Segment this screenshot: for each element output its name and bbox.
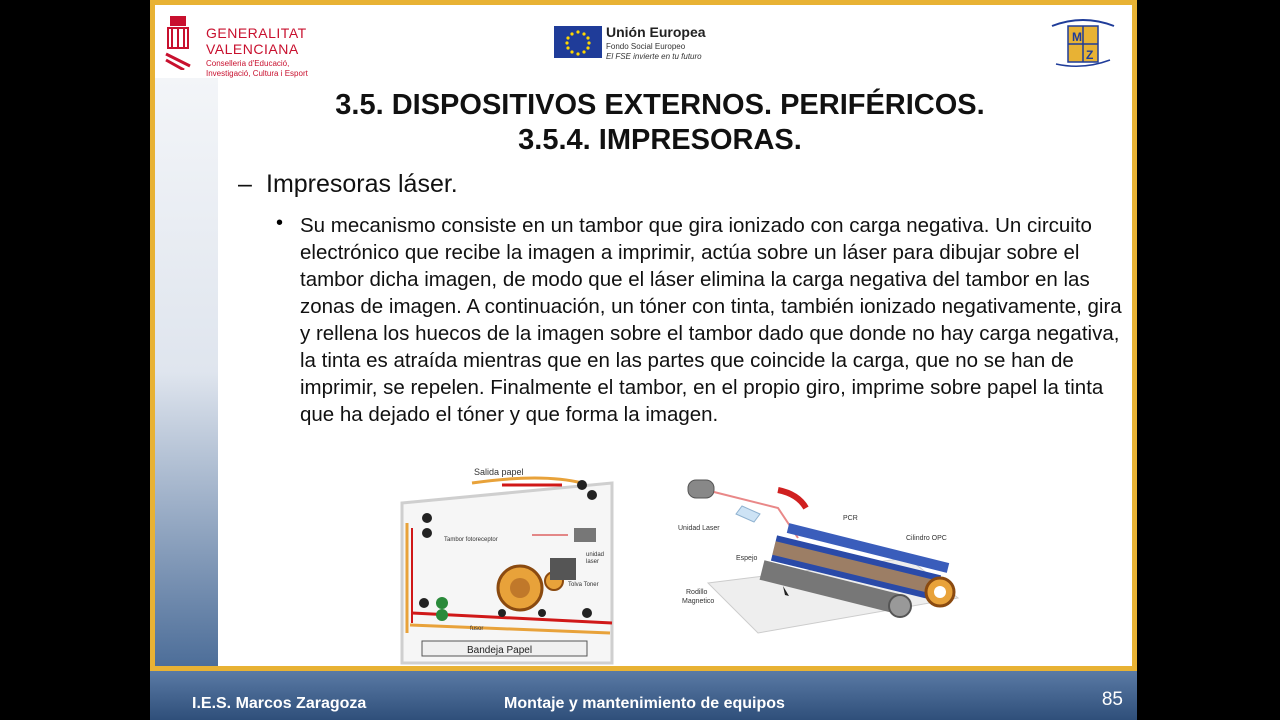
label-espejo: Espejo [736,555,758,562]
dash-marker: – [238,170,252,198]
label-rodillo: Rodillo [686,589,708,596]
label-cilindro: Cilindro OPC [906,535,947,542]
bullet-marker: • [276,212,284,234]
bullet-text: Su mecanismo consiste en un tambor que gira ionizado con carga negativa. Un circuito electrónico que recibe la imagen a imprimir, actúa sobre un láser para dibujar sobre el tambor dicha imagen, de modo que el láser elimina la carga negativa del tambor en las zonas de imagen. A continuación, un tóner con tinta, también ionizado negativamente, gira y rellena los huecos de la imagen sobre el tambor dado que donde no hay carga negativa, la tinta es atraída mientras que en las partes que coincide la carga, que no se han de imprimir, se repelen. Finalmente el tambor, en el propio giro, imprime sobre papel la tinta que ha dejado el tóner y que forma la imagen. [300,214,1122,426]
side-gradient-band [155,78,218,666]
eu-logo [554,24,754,64]
frame-top [150,0,1137,5]
generalitat-logo [164,14,308,80]
label-unidad: unidad [586,552,605,558]
generalitat-line2: VALENCIANA [206,41,299,57]
label-tambor: Tambor fotoreceptor [444,537,498,543]
title-line-1: 3.5. DISPOSITIVOS EXTERNOS. PERIFÉRICOS. [335,89,985,121]
eu-subtitle-2: El FSE invierte en tu futuro [606,52,702,61]
slide [150,0,1137,720]
label-salida: Salida papel [474,467,524,477]
frame-right [1132,0,1137,670]
label-magnetico: Magnetico [682,598,715,605]
footer-course: Montaje y mantenimiento de equipos [504,695,785,712]
footer-bar [150,671,1137,720]
eu-title: Unión Europea [606,24,706,40]
mz-logo [1048,16,1118,68]
slide-title [220,88,1100,158]
label-pcr: PCR [843,515,858,522]
level1-item [238,170,458,199]
page-number: 85 [1101,689,1123,710]
drum-diagram [668,478,968,638]
title-line-2: 3.5.4. IMPRESORAS. [518,124,802,156]
eu-flag-icon [554,26,602,58]
generalitat-subtitle: Conselleria d'Educació, Investigació, Cultura i Esport [206,59,308,78]
generalitat-line1: GENERALITAT [206,25,307,41]
level1-text: Impresoras láser. [266,170,458,198]
label-laser: laser [586,559,600,565]
label-bandeja: Bandeja Papel [467,645,533,656]
generalitat-emblem-icon [164,14,194,70]
printer-diagram [382,463,632,678]
footer-school: I.E.S. Marcos Zaragoza [192,695,367,712]
label-fusor: fusor [470,626,484,632]
mz-letter-m: M [1072,30,1082,44]
mz-letter-z: Z [1086,48,1094,62]
eu-subtitle-1: Fondo Social Europeo [606,42,686,51]
label-tolva: Tolva Toner [568,582,599,588]
label-unidad-laser: Unidad Laser [678,525,720,532]
